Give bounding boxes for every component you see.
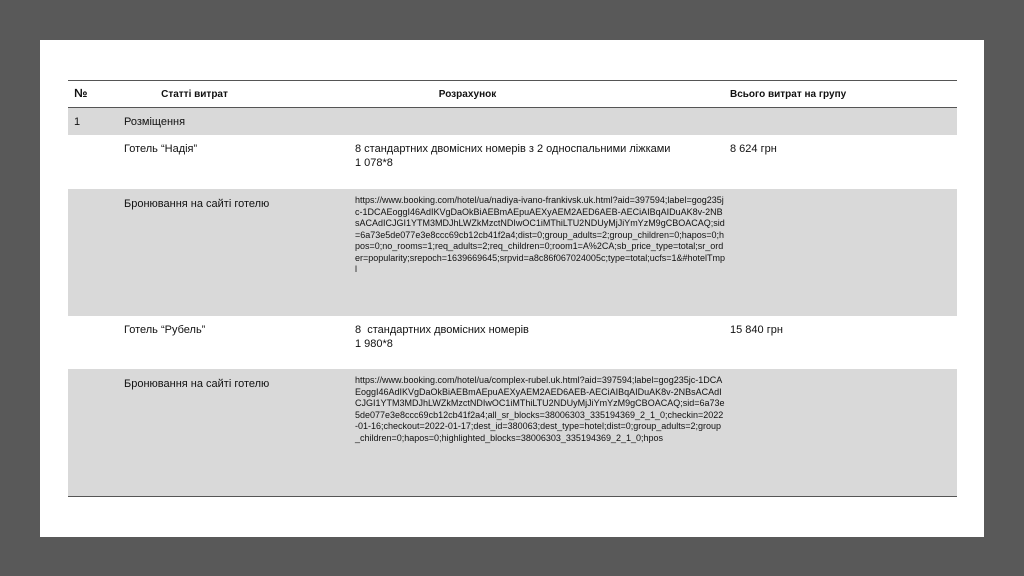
table-row (68, 135, 957, 189)
slide (40, 40, 984, 537)
row-calc-formula: 1 980*8 (355, 338, 393, 350)
header-calculation: Розрахунок (438, 89, 497, 100)
header-item: Статті витрат (161, 89, 228, 100)
section-number: 1 (74, 116, 81, 128)
row-item: Готель “Надія” (124, 143, 198, 155)
section-title: Розміщення (124, 116, 186, 128)
row-item: Готель “Рубель” (124, 324, 206, 336)
header-total: Всього витрат на групу (730, 89, 847, 100)
section-row-accommodation (68, 108, 957, 135)
row-total: 8 624 грн (730, 143, 777, 155)
header-number: № (74, 86, 88, 100)
table-row (68, 189, 957, 316)
row-calc-desc: 8 стандартних двомісних номерів з 2 односпальними ліжками (355, 143, 671, 155)
booking-url-link[interactable]: https://www.booking.com/hotel/ua/nadiya-ivano-frankivsk.uk.html?aid=397594;label=gog235jc-1DCAEoggI46AdIKVgDaOkBiAEBmAEpuAEXyAEM2AED6AEB-AECiAIBqAIDuAK8v-2NBsACAdICJGI1YTM3MDJhLWZkMzctNDIwOC1iMThiLTU2NDUyMjJiYmYzM9gCBOACAQ;sid=6a73e5de077e3e8ccc69cb12cb41f2a4;dist=0;group_adults=2;group_children=0;hapos=0;hpos=0;no_rooms=1;req_adults=2;req_children=0;room1=A%2CA;sb_price_type=total;sr_order=popularity;srepoch=1639669645;srpvid=a8c86f067024005c;type=total;ucfs=1&#hotelTmpl (355, 195, 726, 274)
row-calc-desc: 8 стандартних двомісних номерів (355, 324, 529, 336)
booking-url-link[interactable]: https://www.booking.com/hotel/ua/complex-rubel.uk.html?aid=397594;label=gog235jc-1DCAEoggI46AdIKVgDaOkBiAEBmAEpuAEXyAEM2AED6AEB-AECiAIBqAIDuAK8v-2NBsACAdICJGI1YTM3MDJhLWZkMzctNDIwOC1iMThiLTU2NDUyMjJiYmYzM9gCBOACAQ;sid=6a73e5de077e3e8ccc69cb12cb41f2a4;all_sr_blocks=38006303_335194369_2_1_0;checkin=2022-01-16;checkout=2022-01-17;dest_id=380063;dest_type=hotel;dist=0;group_adults=2;group_children=0;hapos=0;highlighted_blocks=38006303_335194369_2_1_0;hpos (355, 375, 725, 443)
table-header-row (68, 81, 957, 108)
row-item: Бронювання на сайті готелю (124, 198, 270, 210)
table-row (68, 316, 957, 369)
expense-table (68, 80, 957, 497)
row-item: Бронювання на сайті готелю (124, 378, 270, 390)
row-total: 15 840 грн (730, 324, 783, 336)
row-calc-formula: 1 078*8 (355, 157, 393, 169)
table-row (68, 369, 957, 496)
